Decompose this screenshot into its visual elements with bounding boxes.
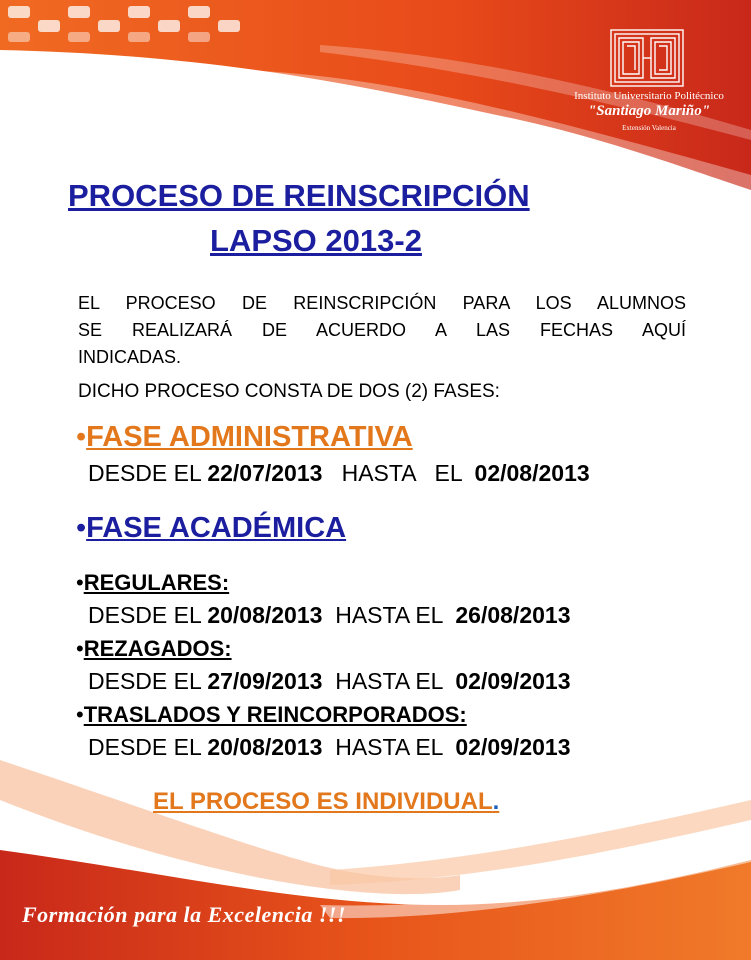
group-label: REZAGADOS: xyxy=(83,636,232,661)
group-dates-regulares xyxy=(88,602,571,629)
individual-process-text: EL PROCESO ES INDIVIDUAL xyxy=(153,788,493,815)
slogan: Formación para la Excelencia !!! xyxy=(22,902,347,927)
individual-process-note xyxy=(153,788,499,816)
bullet-icon: • xyxy=(76,702,84,727)
institute-logo xyxy=(574,28,724,158)
institute-logo-text xyxy=(574,90,724,134)
phase-administrative-dates xyxy=(88,460,590,487)
to-date: 02/09/2013 xyxy=(455,734,571,760)
to-label: HASTA EL xyxy=(341,460,462,486)
to-label: HASTA EL xyxy=(335,734,443,760)
to-date: 02/08/2013 xyxy=(474,460,590,486)
to-date: 26/08/2013 xyxy=(455,602,571,628)
institute-name: Instituto Universitario Politécnico xyxy=(574,90,724,102)
phase-administrative-heading xyxy=(76,421,413,454)
individual-process-period: . xyxy=(492,788,500,815)
bullet-icon: • xyxy=(76,512,87,544)
group-label: REGULARES: xyxy=(83,570,230,595)
group-heading-rezagados xyxy=(76,636,232,662)
from-label: DESDE EL xyxy=(88,734,201,760)
from-date: 22/07/2013 xyxy=(207,460,323,486)
phase-academic-label: FASE ACADÉMICA xyxy=(86,512,347,544)
from-label: DESDE EL xyxy=(88,668,201,694)
group-heading-traslados xyxy=(76,702,467,728)
from-date: 20/08/2013 xyxy=(207,734,323,760)
intro-line-3: INDICADAS. xyxy=(78,347,182,367)
to-date: 02/09/2013 xyxy=(455,668,571,694)
group-dates-traslados xyxy=(88,734,571,761)
group-label: TRASLADOS Y REINCORPORADOS: xyxy=(83,702,467,727)
to-label: HASTA EL xyxy=(335,668,443,694)
phases-count-text: DICHO PROCESO CONSTA DE DOS (2) FASES: xyxy=(78,381,500,402)
from-date: 27/09/2013 xyxy=(207,668,323,694)
institute-extension: Extensión Valencia xyxy=(622,124,676,132)
phase-administrative-label: FASE ADMINISTRATIVA xyxy=(86,421,413,453)
bullet-icon: • xyxy=(76,421,87,453)
institute-logo-icon xyxy=(609,28,685,88)
from-label: DESDE EL xyxy=(88,602,201,628)
title-line-1: PROCESO DE REINSCRIPCIÓN xyxy=(68,178,530,213)
group-heading-regulares xyxy=(76,570,229,596)
institute-brand: "Santiago Mariño" xyxy=(587,103,711,119)
bullet-icon: • xyxy=(76,570,84,595)
group-dates-rezagados xyxy=(88,668,571,695)
phase-academic-heading xyxy=(76,512,346,545)
intro-line-1: EL PROCESO DE REINSCRIPCIÓN PARA LOS ALUMNOS xyxy=(78,293,686,313)
bullet-icon: • xyxy=(76,636,84,661)
title-line-2: LAPSO 2013-2 xyxy=(210,223,422,258)
from-label: DESDE EL xyxy=(88,460,201,486)
from-date: 20/08/2013 xyxy=(207,602,323,628)
to-label: HASTA EL xyxy=(335,602,443,628)
intro-paragraph xyxy=(78,290,686,371)
intro-line-2: SE REALIZARÁ DE ACUERDO A LAS FECHAS AQUÍ xyxy=(78,320,686,340)
